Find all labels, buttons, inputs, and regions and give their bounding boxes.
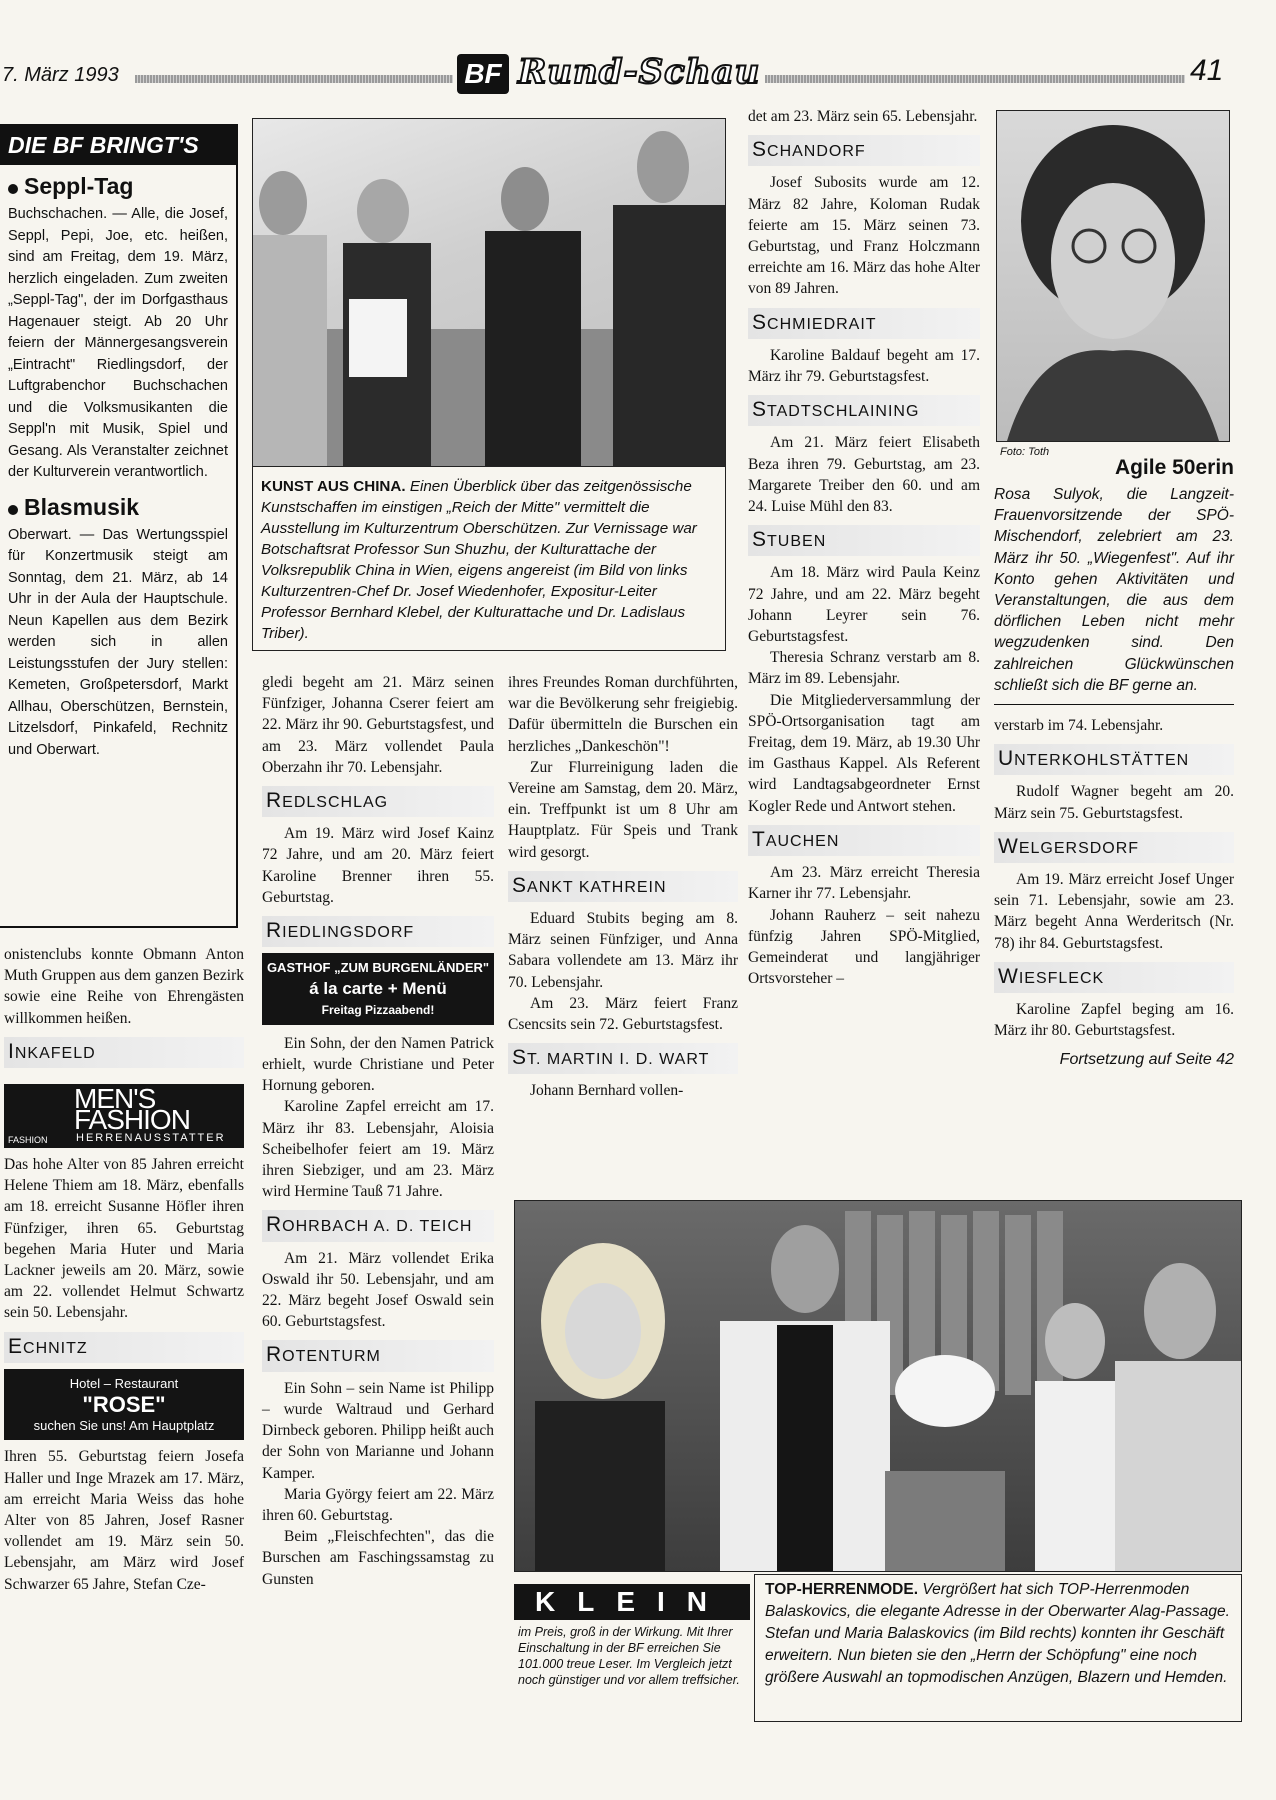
- ad-hotel-rose: [4, 1369, 244, 1441]
- sidebar-item2-heading: [8, 494, 228, 521]
- place-heading-unterkohlstaetten: UNTERKOHLSTÄTTEN: [994, 744, 1234, 775]
- place-heading-welgersdorf: WELGERSDORF: [994, 832, 1234, 863]
- place-heading-wiesfleck: WIESFLECK: [994, 962, 1234, 993]
- bullet-icon: [8, 505, 18, 515]
- place-heading-stadtschlaining: STADTSCHLAINING: [748, 395, 980, 426]
- ad-gasthof-line3: Freitag Pizzaabend!: [321, 1002, 435, 1017]
- col4-text-stadtschlaining: Am 21. März feiert Elisabeth Beza ihren 79. Geburtstag, am 23. Margarete Treiber den 60. und am 24. Luise Mühl den 83.: [748, 434, 980, 516]
- logo-title: Rund-Schau: [518, 52, 761, 92]
- col4-text-schandorf: Josef Subosits wurde am 12. März 82 Jahre, Koloman Rudak feierte am 15. März seinen 73. Geburtstag, und Franz Holczmann erreichte am 16. März das hohe Alter von 89 Jahren.: [748, 174, 980, 298]
- place-heading-rotenturm: ROTENTURM: [262, 1340, 494, 1371]
- col2-text-a: gledi begeht am 21. März seinen Fünfziger, Johanna Cserer feiert am 22. März ihr 90. Geburtstagsfest, und am 23. März vollendet Paula Oberzahn ihr 70. Lebensjahr.: [262, 674, 494, 776]
- photo3-caption-text: [755, 1575, 1241, 1693]
- place-heading-schandorf: SCHANDORF: [748, 135, 980, 166]
- header-rule-left: [135, 75, 453, 83]
- sidebar-box: [0, 124, 238, 928]
- col5-text-a: verstarb im 74. Lebensjahr.: [994, 717, 1164, 735]
- col4-text-a: det am 23. März sein 65. Lebensjahr.: [748, 108, 978, 125]
- header-date: 7. März 1993: [2, 64, 119, 86]
- col4-text-tauchen-2: Johann Rauherz – seit nahezu fünfzig Jahren SPÖ-Mitglied, Gemeinderat und langjähriger Ortsvorsteher –: [748, 906, 980, 988]
- place-heading-schmiedrait: SCHMIEDRAIT: [748, 308, 980, 339]
- column-3: [508, 672, 738, 1102]
- col4-text-schmiedrait: Karoline Baldauf begeht am 17. März ihr 79. Geburtstagsfest.: [748, 346, 980, 386]
- page-header: [0, 40, 1276, 100]
- photo3-people-figures: [515, 1201, 1241, 1571]
- place-heading-pinkafeld: INKAFELD: [4, 1037, 244, 1068]
- ad-mens-sub: HERRENAUSSTATTER: [76, 1132, 226, 1145]
- place-heading-st-martin: ST. MARTIN I. D. WART: [508, 1043, 738, 1074]
- col3-text-kathrein-1: Eduard Stubits beging am 8. März seinen Fünfziger, und Anna Sabara vollendete am 13. März ihr 70. Lebensjahr.: [508, 910, 738, 991]
- col4-text-stuben-1: Am 18. März wird Paula Keinz 72 Jahre, und am 22. März begeht Johann Leyrer sein 76. Geburtstagsfest.: [748, 564, 980, 646]
- col3-text-a: ihres Freundes Roman durchführten, war die Bevölkerung sehr freigiebig. Dafür übermitteln die Burschen ein herzliches „Dankeschön"!: [508, 674, 738, 755]
- col4-text-stuben-3: Die Mitgliederversammlung der SPÖ-Ortsorganisation tagt am Freitag, dem 19. März, ab 19.30 Uhr im Gasthaus Kappel. Als Referent wird Landtagsabgeordneter Ernst Kogler Rede und Antwort stehen.: [748, 691, 980, 815]
- klein-ad: [514, 1584, 750, 1724]
- ad-gasthof-line1: GASTHOF „ZUM BURGENLÄNDER": [266, 960, 490, 976]
- col3-text-kathrein-2: Am 23. März feiert Franz Csencsits sein 72. Geburtstagsfest.: [508, 994, 738, 1034]
- ad-mens-fashion: [4, 1084, 244, 1148]
- ad-mens-side: FASHION: [8, 1135, 48, 1146]
- sidebar-title: DIE BF BRINGT'S: [0, 126, 236, 165]
- col5-text-welgersdorf: Am 19. März erreicht Josef Unger sein 71. Lebensjahr, sowie am 23. März begeht Anna Werderitsch (Nr. 78) ihr 84. Geburtstagsfest.: [994, 871, 1234, 952]
- col4-text-stuben-2: Theresia Schranz verstarb am 8. März im 89. Lebensjahr.: [748, 649, 980, 688]
- ad-rose-line2: "ROSE": [82, 1392, 166, 1418]
- ad-mens-title: MEN'S FASHION: [74, 1083, 190, 1136]
- col2-text-rohrbach: Am 21. März vollendet Erika Oswald ihr 50. Lebensjahr, und am 22. März begeht Josef Oswald sein 60. Geburtstagsfest.: [262, 1249, 494, 1331]
- portrait-title: Agile 50erin: [1114, 456, 1234, 479]
- photo1-caption-text: [253, 472, 725, 648]
- sidebar-item2-text: Oberwart. — Das Wertungsspiel für Konzertmusik steigt am Sonntag, dem 21. März, ab 14 Uhr in der Aula der Hauptschule. Neun Kapellen aus dem Bezirk werden sich in allen Leistungsstufen der Jury stellen: Kemeten, Großpetersdorf, Markt Allhau, Oberschützen, Bernstein, Litzelsdorf, Pinkafeld, Rechnitz und Oberwart.: [8, 526, 228, 758]
- photo3-caption-body: Vergrößert hat sich TOP-Herrenmoden Balaskovics, die elegante Adresse in der Oberwarter Alag-Passage. Stefan und Maria Balaskovics (im Bild rechts) konnten ihr Geschäft erweitern. Nun bieten sie den „Herrn der Schöpfung" eine noch größere Auswahl an topmodischen Anzügen, Blazern und Hemden.: [765, 1581, 1230, 1686]
- header-rule-right: [765, 75, 1185, 83]
- place-heading-rechnitz: ECHNITZ: [4, 1332, 244, 1363]
- portrait-text: Rosa Sulyok, die Langzeit-Frauenvorsitzende der SPÖ-Mischendorf, zelebriert am 23. März ihr 50. „Wiegenfest". Auf ihr Konto gehen Aktivitäten und Veranstaltungen, die aus dem dörflichen Leben nicht mehr wegzudenken sind. Den zahlreichen Glückwünschen schließt sich die BF gerne an.: [994, 484, 1234, 705]
- col2-text-rotenturm-1: Ein Sohn – sein Name ist Philipp – wurde Waltraud und Gerhard Dirnbeck geboren. Philipp heißt auch der Sohn von Marianne und Johann Kamper.: [262, 1379, 495, 1482]
- col3-text-b: Zur Flurreinigung laden die Vereine am Samstag, dem 20. März, ein. Treffpunkt ist um 8 Uhr am Hauptplatz. Für Speis und Trank wird gesorgt.: [508, 758, 738, 861]
- col3-text-st-martin: Johann Bernhard vollen-: [530, 1082, 684, 1100]
- sidebar-item2-title: Blasmusik: [24, 493, 140, 520]
- col2-text-riedlingsdorf-1: Ein Sohn, der den Namen Patrick erhielt, wurde Christiane und Peter Hornung geboren.: [262, 1034, 494, 1095]
- place-heading-tauchen: TAUCHEN: [748, 825, 980, 856]
- ad-rose-line3: suchen Sie uns! Am Hauptplatz: [33, 1418, 215, 1434]
- col5-text-unterkohl: Rudolf Wagner begeht am 20. März sein 75. Geburtstagsfest.: [994, 783, 1234, 822]
- sidebar-item1-title: Seppl-Tag: [24, 173, 134, 199]
- col1-text-c: Ihren 55. Geburtstag feiern Josefa Haller und Inge Mrazek am 17. März, am erreicht Maria Weiss das hohe Alter von 85 Jahren, Josef Rasner vollendet am 19. März sein 50. Lebensjahr, am März wird Josef Schwarzer 65 Jahre, Stefan Cze-: [4, 1448, 244, 1593]
- klein-text: im Preis, groß in der Wirkung. Mit Ihrer Einschaltung in der BF erreichen Sie 101.000 treue Leser. Im Vergleich jetzt noch günstiger und vor allem treffsicher.: [518, 1625, 740, 1687]
- column-4: [748, 106, 980, 989]
- photo1-caption-title: KUNST AUS CHINA.: [261, 478, 406, 495]
- col1-text-a: onistenclubs konnte Obmann Anton Muth Gruppen aus dem ganzen Bezirk sowie eine Reihe von Ehrengästen willkommen heißen.: [4, 946, 244, 1027]
- photo1-caption-body: Einen Überblick über das zeitgenössische Kunstschaffen im einstigen „Reich der Mitte" vermittelt die Ausstellung im Kulturzentrum Oberschützen. Zur Vernissage war Botschaftsrat Professor Sun Shuzhu, der Kulturattache der Volksrepublik China in Wien, eigens angereist (im Bild von links Kulturzentren-Chef Dr. Josef Wiedenhofer, Expositur-Leiter Professor Bernhard Klebel, der Kulturattache und Dr. Ladislaus Triber).: [261, 478, 697, 642]
- col2-text-rotenturm-3: Beim „Fleischfechten", das die Burschen am Faschingssamstag zu Gunsten: [262, 1528, 494, 1588]
- bullet-icon: [8, 184, 18, 194]
- column-1: [4, 944, 244, 1595]
- col1-text-b: Das hohe Alter von 85 Jahren erreicht Helene Thiem am 18. März, ebenfalls am 18. erreicht Susanne Höfler ihren Fünfziger, ihren 65. Geburtstag begehen Maria Huter und Maria Lackner jeweils am 20. März, sowie am 22. vollendet Helmut Schwartz sein 50. Lebensjahr.: [4, 1156, 244, 1322]
- place-heading-rohrbach: ROHRBACH A. D. TEICH: [262, 1210, 494, 1241]
- column-5: [994, 456, 1234, 1071]
- photo-credit: Foto: Toth: [1000, 446, 1050, 458]
- sidebar-item1-heading: [8, 173, 228, 200]
- column-2: [262, 672, 494, 1590]
- ad-rose-line1: Hotel – Restaurant: [69, 1375, 179, 1391]
- photo-people-figures: [253, 119, 725, 473]
- ad-gasthof-line2: á la carte + Menü: [309, 979, 447, 999]
- place-heading-stuben: STUBEN: [748, 525, 980, 556]
- photo3-caption-box: [754, 1574, 1242, 1722]
- ad-gasthof-burgenlaender: [262, 953, 494, 1025]
- col2-text-riedlingsdorf-2: Karoline Zapfel erreicht am 17. März ihr 83. Lebensjahr, Aloisia Scheibelhofer feiert am 19. März ihren Siebziger, und am 23. März wird Hermine Tauß 71 Jahre.: [262, 1098, 494, 1201]
- photo3-caption-title: TOP-HERRENMODE.: [765, 1581, 919, 1598]
- continuation-note: Fortsetzung auf Seite 42: [1059, 1051, 1234, 1069]
- photo-kunst-aus-china: [252, 118, 726, 474]
- col2-text-redlschlag: Am 19. März wird Josef Kainz 72 Jahre, und am 20. März feiert Karoline Brenner ihren 55. Geburtstag.: [262, 825, 494, 906]
- photo1-caption-box: [252, 472, 726, 651]
- logo-bf: BF: [457, 54, 509, 94]
- col2-text-rotenturm-2: Maria György feiert am 22. März ihren 60. Geburtstag.: [262, 1485, 494, 1524]
- place-heading-sankt-kathrein: SANKT KATHREIN: [508, 871, 738, 902]
- photo-top-herrenmode: [514, 1200, 1242, 1572]
- sidebar-item1-text: Buchschachen. — Alle, die Josef, Seppl, Pepi, Joe, etc. heißen, sind am Freitag, dem 19. März, herzlich eingeladen. Zum zweiten „Seppl-Tag", der im Dorfgasthaus Hagenauer steigt. Ab 20 Uhr feiern der Männergesangsverein „Eintracht" Riedlingsdorf, der Luftgrabenchor Buchschachen und die Volksmusikanten die Seppl'n mit Musik, Spiel und Gesang. Als Veranstalter zeichnet der Kulturverein verantwortlich.: [8, 206, 228, 480]
- col4-text-tauchen-1: Am 23. März erreicht Theresia Karner ihr 77. Lebensjahr.: [748, 864, 980, 903]
- col5-text-wiesfleck: Karoline Zapfel beging am 16. März ihr 80. Geburtstagsfest.: [994, 1001, 1234, 1040]
- photo-portrait: [996, 110, 1230, 442]
- page-number: 41: [1190, 54, 1224, 87]
- place-heading-redlschlag: REDLSCHLAG: [262, 786, 494, 817]
- place-heading-riedlingsdorf: RIEDLINGSDORF: [262, 916, 494, 947]
- klein-title: KLEIN: [514, 1584, 750, 1620]
- portrait-figure: [997, 111, 1229, 441]
